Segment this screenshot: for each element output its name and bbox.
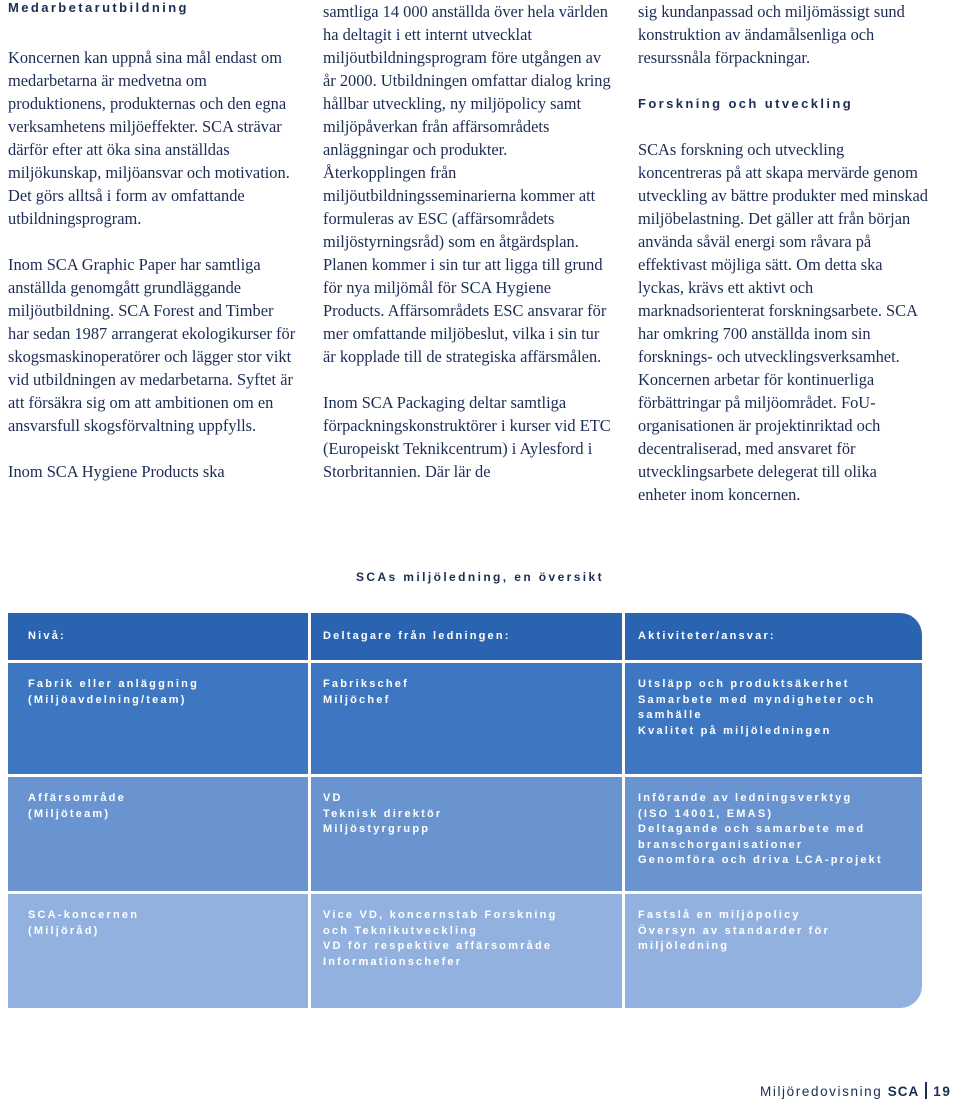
table-header-row	[8, 613, 922, 660]
cell-line: Samarbete med myndigheter och	[638, 693, 876, 706]
page-number: 19	[933, 1084, 952, 1099]
cell-line: Affärsområde	[28, 792, 126, 804]
text-column-3	[638, 0, 928, 529]
paragraph: sig kundanpassad och miljömässigt sund konstruktion av ändamålsenliga och resurssnåla förpackningar.	[638, 2, 905, 67]
cell-line: samhälle	[638, 709, 703, 721]
cell-level	[28, 894, 298, 939]
cell-line: Utsläpp och produktsäkerhet	[638, 678, 850, 690]
cell-line: Vice VD, koncernstab Forskning	[323, 909, 558, 921]
cell-line: (ISO 14001, EMAS)	[638, 807, 774, 820]
paragraph: samtliga 14 000 anställda över hela världen ha deltagit i ett internt utvecklat miljöutbildningsprogram före utgången av år 2000. Utbildningen omfattar dialog kring hållbar utveckling, ny miljöpolicy samt miljöpåverkan från affärsområdets anläggningar och produkter. Återkopplingen från miljöutbildningsseminarierna kommer att formuleras av ESC (affärsområdets miljöstyrningsråd) som en åtgärdsplan. Planen kommer i sin tur att ligga till grund för nya miljömål för SCA Hygiene Products. Affärsområdets ESC ansvarar för mer omfattande miljöbeslut, vilka i sin tur är kopplade till de strategiska affärsmålen.	[323, 2, 611, 366]
cell-line: branschorganisationer	[638, 838, 804, 851]
cell-line: Fabrikschef	[323, 678, 409, 690]
cell-line: och Teknikutveckling	[323, 924, 479, 937]
paragraph: Inom SCA Hygiene Products ska	[8, 462, 225, 481]
paragraph: SCAs forskning och utveckling koncentreras på att skapa mervärde genom utveckling av bättre produkter med minskad miljöbelastning. Det gäller att från början använda såväl energi som råvara på effektivast möjliga sätt. Om detta ska lyckas, krävs ett aktivt och marknadsorienterat forskningsarbete. SCA har omkring 700 anställda inom sin forsknings- och utvecklingsverksamhet. Koncernen arbetar för kontinuerliga förbättringar på miljöområdet. FoU-organisationen är projektinriktad och decentraliserad, med ansvaret för utvecklingsarbete delegerat till olika enheter inom koncernen.	[638, 140, 928, 504]
cell-line: Kvalitet på miljöledningen	[638, 724, 832, 737]
footer-separator	[925, 1082, 927, 1099]
cell-line: Införande av ledningsverktyg	[638, 792, 853, 804]
paragraph: Inom SCA Packaging deltar samtliga förpackningskonstruktörer i kurser vid ETC (Europeiskt Teknikcentrum) i Aylesford i Storbritannien. Där lär de	[323, 393, 611, 481]
cell-level	[28, 663, 298, 708]
cell-line: SCA-koncernen	[28, 909, 140, 921]
cell-line: VD	[323, 792, 343, 804]
cell-participants	[323, 894, 613, 970]
table-row	[8, 894, 922, 1008]
cell-activities	[638, 777, 908, 869]
cell-activities	[638, 894, 908, 955]
page-footer	[760, 1082, 952, 1099]
cell-participants	[323, 777, 613, 838]
column-divider	[308, 613, 311, 1008]
header-participants: Deltagare från ledningen:	[323, 630, 511, 642]
cell-line: (Miljöråd)	[28, 924, 100, 937]
footer-brand: SCA	[887, 1084, 920, 1099]
header-level: Nivå:	[28, 630, 66, 642]
text-column-2	[323, 0, 613, 506]
footer-title: Miljöredovisning	[760, 1084, 883, 1099]
table-title: SCAs miljöledning, en översikt	[355, 570, 605, 584]
cell-activities	[638, 663, 908, 739]
cell-line: (Miljöteam)	[28, 807, 111, 820]
cell-line: VD för respektive affärsområde	[323, 940, 553, 952]
cell-line: Teknisk direktör	[323, 807, 443, 820]
section-heading-training: Medarbetarutbildning	[8, 0, 189, 15]
cell-line: Miljöstyrgrupp	[323, 823, 431, 835]
cell-level	[28, 777, 298, 822]
table-row	[8, 777, 922, 891]
cell-line: Översyn av standarder för	[638, 924, 830, 937]
paragraph: Koncernen kan uppnå sina mål endast om medarbetarna är medvetna om produktionens, produkternas och den egna verksamhetens miljöeffekter. SCA strävar därför efter att öka sina anställdas miljökunskap, miljöansvar och motivation. Det görs alltså i form av omfattande utbildningsprogram.	[8, 48, 290, 228]
overview-table	[8, 613, 922, 1008]
paragraph: Inom SCA Graphic Paper har samtliga anställda genomgått grundläggande miljöutbildning. SCA Forest and Timber har sedan 1987 arrangerat ekologikurser för skogsmaskinoperatörer och lägger stor vikt vid utbildningen av medarbetarna. Syftet är att försäkra sig om att ambitionen om en ansvarsfull skogsförvaltning uppfylls.	[8, 255, 296, 435]
header-activities: Aktiviteter/ansvar:	[638, 630, 776, 642]
cell-line: (Miljöavdelning/team)	[28, 693, 187, 706]
cell-line: miljöledning	[638, 940, 730, 952]
cell-line: Miljöchef	[323, 693, 391, 706]
cell-line: Fabrik eller anläggning	[28, 678, 200, 690]
cell-line: Fastslå en miljöpolicy	[638, 909, 801, 921]
cell-line: Genomföra och driva LCA-projekt	[638, 854, 883, 866]
text-column-1	[8, 0, 298, 506]
cell-line: Deltagande och samarbete med	[638, 823, 866, 835]
table-row	[8, 663, 922, 774]
column-divider	[622, 613, 625, 1008]
cell-line: Informationschefer	[323, 955, 463, 968]
section-heading-research: Forskning och utveckling	[638, 96, 854, 111]
cell-participants	[323, 663, 613, 708]
